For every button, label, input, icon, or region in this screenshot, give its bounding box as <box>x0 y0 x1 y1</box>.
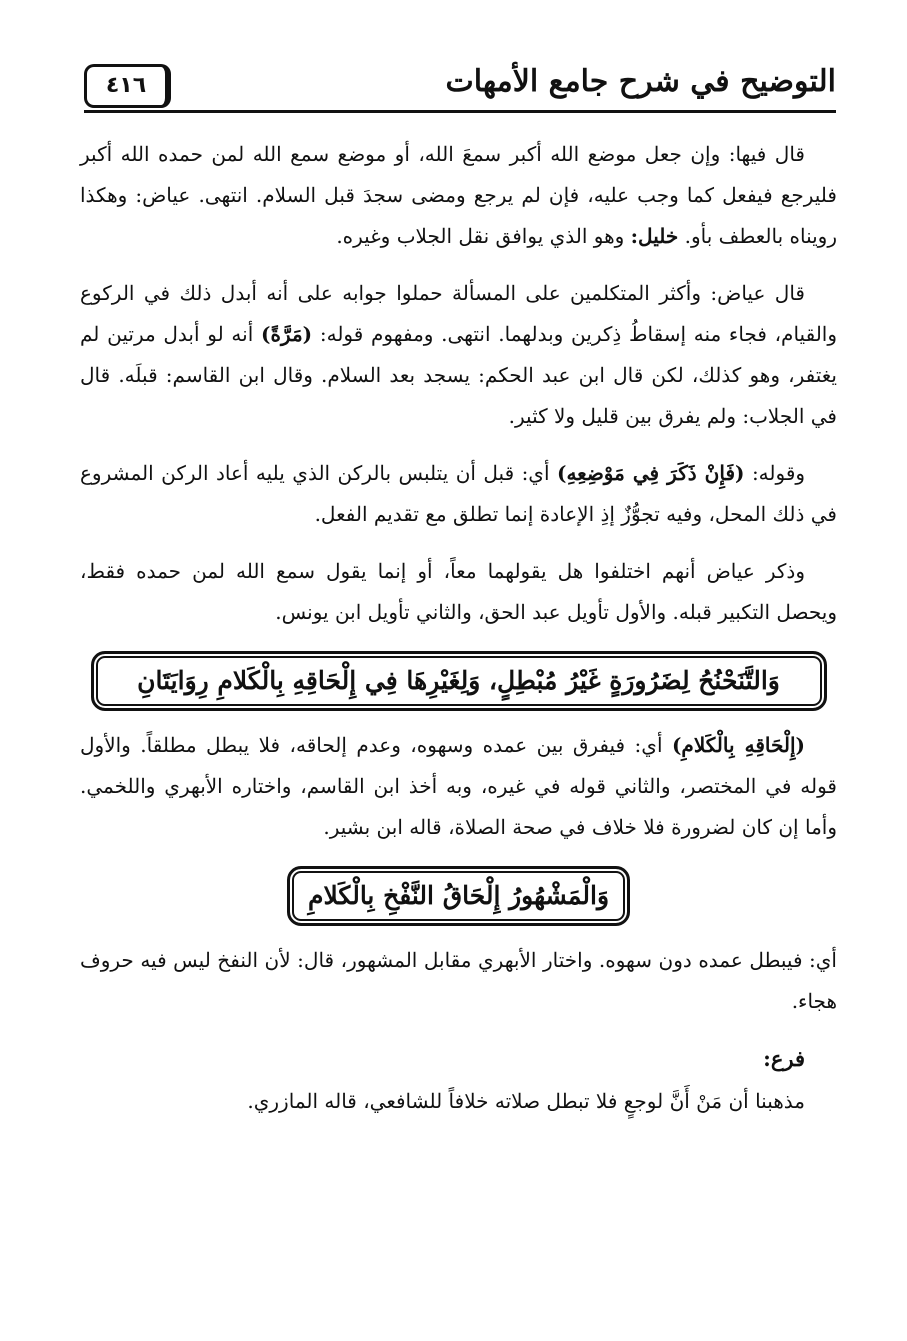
paragraph-5-after: أي: فيفرق بين عمده وسهوه، وعدم إلحاقه، فلا يبطل مطلقاً. والأول قوله في المختصر، والثاني قوله في غيره، وبه أخذ ابن القاسم، واختاره الأبهري واللخمي. وأما إن كان لضرورة فلا خلاف في صحة الصلاة، قاله ابن بشير. <box>80 733 837 839</box>
paragraph-2 <box>80 273 837 437</box>
paragraph-2-bold: (مَرَّةً) <box>260 322 313 346</box>
page-number: ٤١٦ <box>84 64 171 108</box>
paragraph-3-bold: (فَإِنْ ذَكَرَ فِي مَوْضِعِهِ) <box>556 461 745 485</box>
paragraph-3-after: أي: قبل أن يتلبس بالركن الذي يليه أعاد الركن المشروع في ذلك المحل، وفيه تجوُّزٌ إذِ الإعادة إنما تطلق مع تقديم الفعل. <box>80 461 837 526</box>
paragraph-4-text: وذكر عياض أنهم اختلفوا هل يقولهما معاً، أو إنما يقول سمع الله لمن حمده فقط، ويحصل التكبير قبله. والأول تأويل عبد الحق، والثاني تأويل ابن يونس. <box>80 559 837 624</box>
paragraph-5 <box>80 725 837 848</box>
paragraph-1 <box>80 134 837 257</box>
paragraph-1-text: قال فيها: وإن جعل موضع الله أكبر سمعَ الله، أو موضع سمع الله لمن حمده الله أكبر فليرجع فيفعل كما وجب عليه، فإن لم يرجع ومضى سجدَ قبل السلام. انتهى. عياض: وهكذا رويناه بالعطف بأو. <box>80 142 837 248</box>
book-title: التوضيح في شرح جامع الأمهات <box>445 64 836 99</box>
paragraph-6: أي: فيبطل عمده دون سهوه. واختار الأبهري مقابل المشهور، قال: لأن النفخ ليس فيه حروف هجاء. <box>80 948 837 1013</box>
matn-box-2: وَالْمَشْهُورُ إِلْحَاقُ النَّفْخِ بِالْكَلامِ <box>287 866 630 926</box>
matn-box-1: وَالتَّنَحْنُحُ لِضَرُورَةٍ غَيْرُ مُبْطِلٍ، وَلِغَيْرِهَا فِي إِلْحَاقِهِ بِالْكَلامِ رِوَايَتَانِ <box>91 651 827 711</box>
page-body <box>80 134 837 1138</box>
paragraph-3 <box>80 453 837 535</box>
paragraph-2-text: قال عياض: وأكثر المتكلمين على المسألة حملوا جوابه على أنه أبدل ذلك في الركوع والقيام، فجاء منه إسقاطُ ذِكرين وبدلهما. انتهى. ومفهوم قوله: <box>80 281 837 346</box>
paragraph-4 <box>80 551 837 633</box>
paragraph-2-after: أنه لو أبدل مرتين لم يغتفر، وهو كذلك، لكن قال ابن عبد الحكم: يسجد بعد السلام. وقال ابن القاسم: قبلَه. قال في الجلاب: ولم يفرق بين قليل ولا كثير. <box>80 322 837 428</box>
paragraph-1-bold: خليل: <box>630 224 679 248</box>
paragraph-5-bold: (إِلْحَاقِهِ بِالْكَلامِ) <box>671 733 805 757</box>
branch-text: مذهبنا أن مَنْ أَنَّ لوجعٍ فلا تبطل صلاته خلافاً للشافعي، قاله المازري. <box>247 1089 805 1113</box>
paragraph-3-text: وقوله: <box>751 461 806 485</box>
branch-label: فرع: <box>763 1046 805 1071</box>
paragraph-1-after: وهو الذي يوافق نقل الجلاب وغيره. <box>336 224 625 248</box>
running-header <box>84 58 836 113</box>
